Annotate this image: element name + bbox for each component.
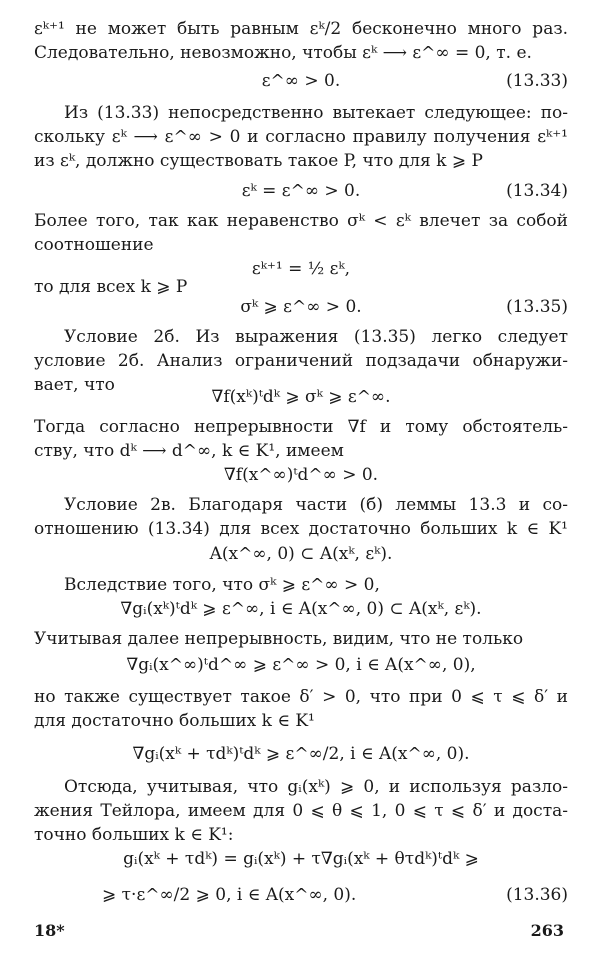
formula-body: gᵢ(xᵏ + τdᵏ) = gᵢ(xᵏ) + τ∇gᵢ(xᵏ + θτdᵏ)ᵗdᵏ ⩾ [123, 849, 479, 869]
formula-body: A(x^∞, 0) ⊂ A(xᵏ, εᵏ). [209, 544, 393, 564]
formula-body: εᵏ = ε^∞ > 0. [241, 181, 361, 201]
text-line: Учитывая далее непрерывность, видим, что не только [34, 629, 524, 649]
text-line: Отсюда, учитывая, что gᵢ(xᵏ) ⩾ 0, и используя разло- [64, 777, 568, 797]
formula-grad-g-step [34, 741, 568, 767]
text-line: εᵏ⁺¹ не может быть равным εᵏ/2 бесконечно много раз. [34, 19, 568, 39]
equation-number: (13.33) [506, 71, 568, 91]
formula-13-35 [34, 294, 568, 320]
text-line: отношению (13.34) для всех достаточно больших k ∈ K¹ [34, 519, 568, 539]
text-line: ству, что dᵏ ⟶ d^∞, k ∈ K¹, имеем [34, 441, 344, 461]
text-line: Тогда согласно непрерывности ∇f и тому обстоятель- [34, 417, 568, 437]
text-line: для достаточно больших k ∈ K¹ [34, 711, 315, 731]
formula-grad-f [34, 384, 568, 410]
formula-taylor [34, 846, 568, 872]
formula-body: ∇gᵢ(xᵏ + τdᵏ)ᵗdᵏ ⩾ ε^∞/2, i ∈ A(x^∞, 0). [132, 744, 470, 764]
text-line: Условие 2б. Из выражения (13.35) легко следует [64, 327, 568, 347]
text-line: вает, что [34, 375, 115, 395]
formula-grad-g [34, 596, 568, 622]
equation-number: (13.36) [506, 885, 568, 905]
printer-signature-mark: 18* [34, 921, 65, 940]
text-line: скольку εᵏ ⟶ ε^∞ > 0 и согласно правилу получения εᵏ⁺¹ [34, 127, 568, 147]
text-line: Вследствие того, что σᵏ ⩾ ε^∞ > 0, [64, 575, 380, 595]
text-line: Условие 2в. Благодаря части (б) леммы 13.3 и со- [64, 495, 568, 515]
formula-body: σᵏ ⩾ ε^∞ > 0. [240, 297, 362, 317]
text-line: Из (13.33) непосредственно вытекает следующее: по- [64, 103, 568, 123]
text-line: но также существует такое δ′ > 0, что при 0 ⩽ τ ⩽ δ′ и [34, 687, 568, 707]
formula-body: εᵏ⁺¹ = ½ εᵏ, [251, 259, 351, 279]
formula-grad-f-limit [34, 462, 568, 488]
formula-13-33 [34, 68, 568, 94]
text-line: из εᵏ, должно существовать такое P, что для k ⩾ P [34, 151, 483, 171]
formula-13-34 [34, 178, 568, 204]
formula-13-36 [34, 882, 568, 908]
formula-body: ⩾ τ·ε^∞/2 ⩾ 0, i ∈ A(x^∞, 0). [102, 885, 357, 905]
formula-active-set [34, 541, 568, 567]
text-line: жения Тейлора, имеем для 0 ⩽ θ ⩽ 1, 0 ⩽ τ ⩽ δ′ и доста- [34, 801, 568, 821]
text-line: Более того, так как неравенство σᵏ < εᵏ влечет за собой [34, 211, 568, 231]
formula-body: ∇f(x^∞)ᵗd^∞ > 0. [223, 465, 379, 485]
formula-body: ∇gᵢ(x^∞)ᵗd^∞ ⩾ ε^∞ > 0, i ∈ A(x^∞, 0), [126, 655, 476, 675]
formula-body: ∇f(xᵏ)ᵗdᵏ ⩾ σᵏ ⩾ ε^∞. [211, 387, 391, 407]
equation-number: (13.35) [506, 297, 568, 317]
text-line: условие 2б. Анализ ограничений подзадачи обнаружи- [34, 351, 568, 371]
formula-grad-g-limit [34, 652, 568, 678]
text-line: Следовательно, невозможно, чтобы εᵏ ⟶ ε^∞ = 0, т. е. [34, 43, 532, 63]
text-line: то для всех k ⩾ P [34, 277, 188, 297]
equation-number: (13.34) [506, 181, 568, 201]
text-line: соотношение [34, 235, 154, 255]
formula-body: ∇gᵢ(xᵏ)ᵗdᵏ ⩾ ε^∞, i ∈ A(x^∞, 0) ⊂ A(xᵏ, εᵏ). [120, 599, 482, 619]
text-line: точно больших k ∈ K¹: [34, 825, 234, 845]
page-number: 263 [530, 921, 564, 940]
formula-body: ε^∞ > 0. [261, 71, 341, 91]
